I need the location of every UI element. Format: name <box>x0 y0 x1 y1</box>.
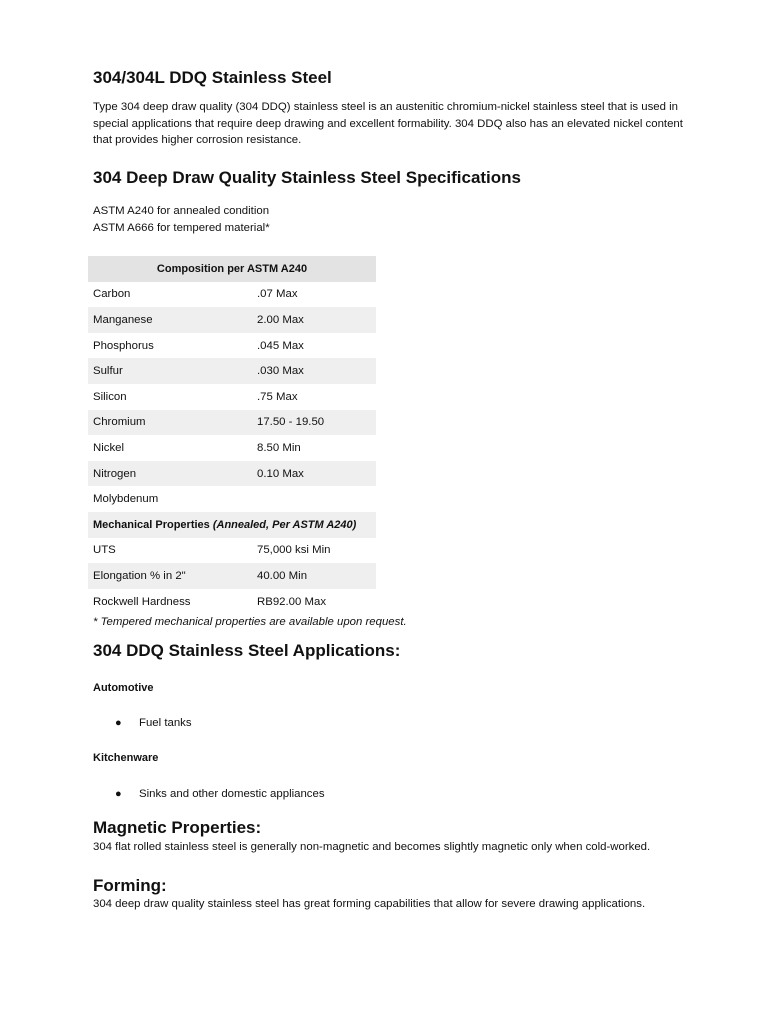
table-row <box>88 563 376 589</box>
element-cell: Manganese <box>88 307 252 333</box>
element-cell: Nickel <box>93 441 125 454</box>
value-cell <box>252 486 376 512</box>
value-cell: .75 Max <box>257 390 298 403</box>
table-row <box>88 384 376 410</box>
value-cell: 40.00 Min <box>252 563 376 589</box>
bullet-icon: ● <box>115 717 122 729</box>
astm-specifications <box>93 203 270 236</box>
value-cell: 0.10 Max <box>252 461 376 487</box>
table-row <box>88 307 376 333</box>
value-cell: 2.00 Max <box>252 307 376 333</box>
astm-line: ASTM A240 for annealed condition <box>93 205 270 217</box>
application-category-automotive: Automotive <box>93 682 154 694</box>
mechanical-properties-header-row <box>88 512 376 538</box>
composition-table-body <box>88 282 376 615</box>
value-cell: .045 Max <box>257 339 304 352</box>
element-cell: Nitrogen <box>88 461 252 487</box>
page-title: 304/304L DDQ Stainless Steel <box>93 68 332 87</box>
intro-paragraph: Type 304 deep draw quality (304 DDQ) stainless steel is an austenitic chromium-nickel stainless steel that is used in special applications that require deep drawing and excellent formability. 304 DDQ also has an elevated nickel content that provides higher corrosion resistance. <box>93 101 683 147</box>
application-category-kitchenware: Kitchenware <box>93 752 159 764</box>
table-row <box>88 589 376 615</box>
astm-line: ASTM A666 for tempered material* <box>93 221 270 234</box>
element-cell: Silicon <box>93 390 127 403</box>
value-cell: .07 Max <box>257 288 298 301</box>
value-cell: 75,000 ksi Min <box>257 544 331 557</box>
property-cell: Rockwell Hardness <box>93 595 191 608</box>
element-cell: Molybdenum <box>93 493 159 506</box>
specifications-heading: 304 Deep Draw Quality Stainless Steel Specifications <box>93 168 522 187</box>
property-cell: Elongation % in 2" <box>88 563 252 589</box>
list-item-text: Fuel tanks <box>139 717 192 729</box>
element-cell: Carbon <box>93 288 131 301</box>
table-row <box>88 461 376 487</box>
property-cell: UTS <box>93 544 116 557</box>
table-row <box>88 358 376 384</box>
element-cell: Sulfur <box>88 358 252 384</box>
mechanical-properties-header <box>88 512 376 538</box>
composition-table-header: Composition per ASTM A240 <box>88 256 376 282</box>
table-row <box>88 486 376 512</box>
table-row <box>88 435 376 461</box>
bullet-icon: ● <box>115 788 122 800</box>
list-item <box>115 788 325 800</box>
value-cell: .030 Max <box>252 358 376 384</box>
table-row <box>88 333 376 359</box>
mechanical-properties-note: (Annealed, Per ASTM A240) <box>212 518 357 531</box>
applications-heading: 304 DDQ Stainless Steel Applications: <box>93 641 401 660</box>
value-cell: RB92.00 Max <box>257 595 327 608</box>
value-cell: 17.50 - 19.50 <box>252 410 376 436</box>
magnetic-properties-heading: Magnetic Properties: <box>93 818 262 837</box>
forming-text: 304 deep draw quality stainless steel has great forming capabilities that allow for severe drawing applications. <box>93 898 646 910</box>
footnote: * Tempered mechanical properties are available upon request. <box>93 616 407 628</box>
magnetic-properties-text: 304 flat rolled stainless steel is generally non-magnetic and becomes slightly magnetic only when cold-worked. <box>93 841 651 853</box>
element-cell: Phosphorus <box>93 339 154 352</box>
element-cell: Chromium <box>88 410 252 436</box>
table-row <box>88 538 376 564</box>
table-row <box>88 282 376 308</box>
table-row <box>88 410 376 436</box>
forming-heading: Forming: <box>93 876 167 895</box>
list-item <box>115 717 192 729</box>
composition-table <box>88 256 376 614</box>
mechanical-properties-label: Mechanical Properties <box>93 518 210 531</box>
list-item-text: Sinks and other domestic appliances <box>139 788 325 800</box>
value-cell: 8.50 Min <box>257 441 301 454</box>
